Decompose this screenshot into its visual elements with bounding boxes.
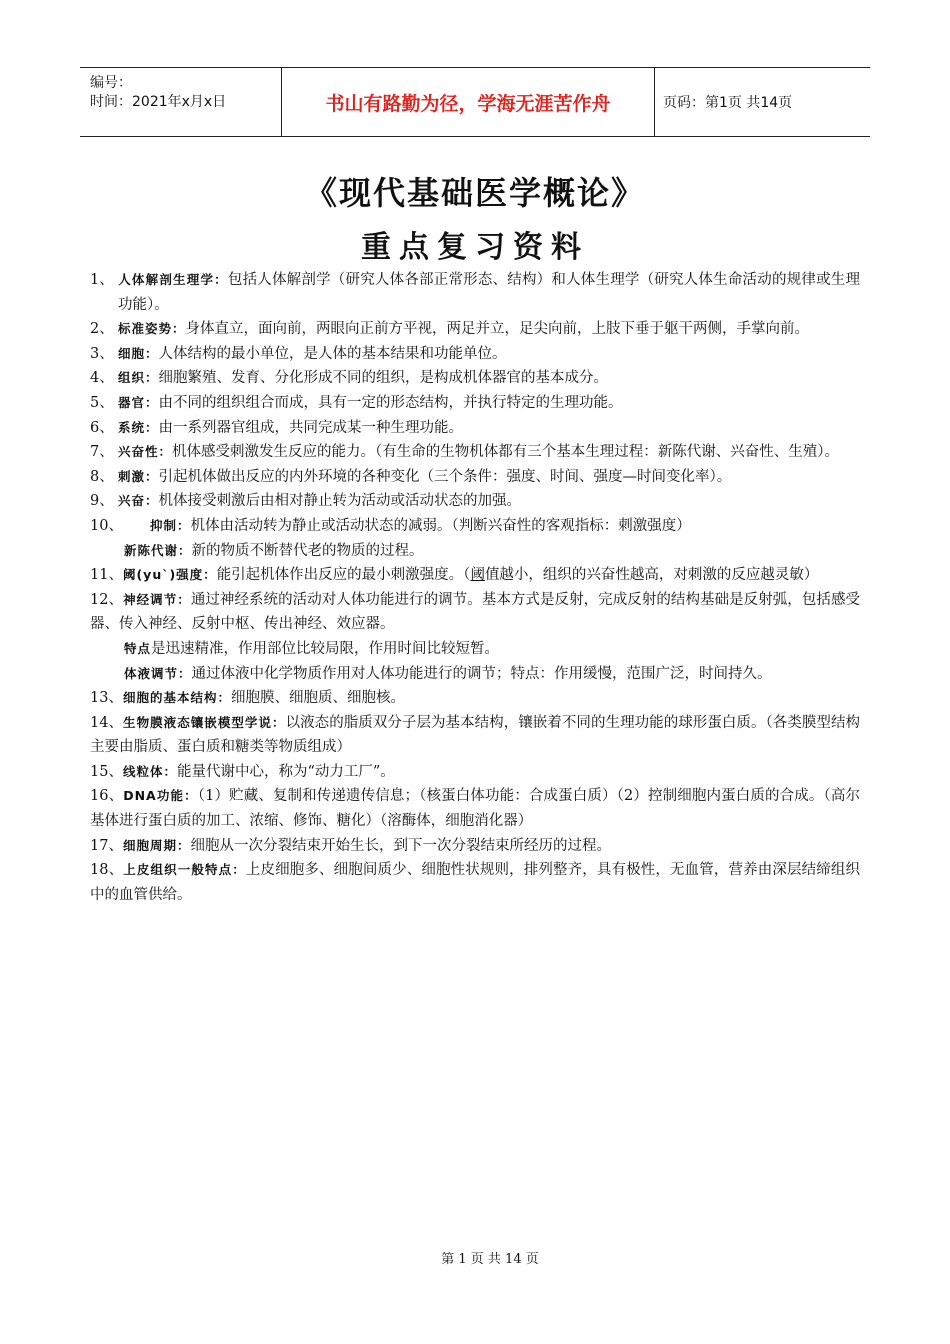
list-item: 11、阈(yu`)强度：能引起机体作出反应的最小刺激强度。（阈值越小，组织的兴奋性越高，对刺激的反应越灵敏）	[90, 567, 819, 584]
list-item: 12、神经调节：通过神经系统的活动对人体功能进行的调节。基本方式是反射，完成反射的结构基础是反射弧，包括感受器、传入神经、反射中枢、传出神经、效应器。	[90, 591, 860, 633]
list-item: 5、 器官：由不同的组织组合而成，具有一定的形态结构，并执行特定的生理功能。	[90, 394, 623, 411]
content-body	[90, 268, 860, 907]
list-item: 14、生物膜液态镶嵌模型学说：以液态的脂质双分子层为基本结构，镶嵌着不同的生理功能的球形蛋白质。（各类膜型结构主要由脂质、蛋白质和糖类等物质组成）	[90, 714, 861, 756]
list-item: 3、 细胞：人体结构的最小单位，是人体的基本结果和功能单位。	[90, 345, 507, 362]
page-footer: 第 1 页 共 14 页	[441, 1252, 539, 1267]
list-item: 9、 兴奋：机体接受刺激后由相对静止转为活动或活动状态的加强。	[90, 493, 522, 510]
list-item: 15、线粒体：能量代谢中心，称为“动力工厂”。	[90, 763, 395, 780]
list-item: 1、 人体解剖生理学：包括人体解剖学（研究人体各部正常形态、结构）和人体生理学（研究人体生命活动的规律或生理功能）。	[90, 272, 860, 313]
document-title: 《现代基础医学概论》	[304, 174, 645, 212]
list-item: 6、 系统：由一系列器官组成，共同完成某一种生理功能。	[90, 419, 464, 436]
list-item: 18、上皮组织一般特点：上皮细胞多、细胞间质少、细胞性状规则，排列整齐，具有极性，无血管，营养由深层结缔组织中的血管供给。	[90, 862, 860, 903]
header-page-info: 页码：第1页 共14页	[663, 95, 793, 111]
list-item: 体液调节：通过体液中化学物质作用对人体功能进行的调节；特点：作用缓慢，范围广泛，时间持久。	[124, 665, 772, 682]
list-item: 16、DNA功能：（1）贮藏、复制和传递遗传信息；（核蛋白体功能：合成蛋白质）（2）控制细胞内蛋白质的合成。（高尔基体进行蛋白质的加工、浓缩、修饰、糖化）（溶酶体，细胞消化器）	[90, 788, 860, 830]
header-motto	[281, 68, 655, 136]
list-item: 特点是迅速精准，作用部位比较局限，作用时间比较短暂。	[124, 640, 500, 657]
list-item: 13、细胞的基本结构：细胞膜、细胞质、细胞核。	[90, 690, 405, 707]
list-item: 新陈代谢：新的物质不断替代老的物质的过程。	[124, 542, 424, 559]
document-header	[80, 67, 870, 137]
document-subtitle: 重点复习资料	[361, 230, 589, 265]
list-item: 2、 标准姿势：身体直立，面向前，两眼向正前方平视，两足并立，足尖向前，上肢下垂于躯干两侧，手掌向前。	[90, 321, 810, 338]
time-label: 时间：2021年x月x日	[90, 94, 227, 110]
list-item: 17、细胞周期：细胞从一次分裂结束开始生长，到下一次分裂结束所经历的过程。	[90, 837, 611, 854]
header-meta	[80, 68, 281, 136]
list-item: 10、 抑制：机体由活动转为静止或活动状态的减弱。（判断兴奋性的客观指标：刺激强度）	[90, 517, 691, 534]
list-item: 4、 组织：细胞繁殖、发育、分化形成不同的组织，是构成机体器官的基本成分。	[90, 370, 609, 387]
list-item: 8、 刺激：引起机体做出反应的内外环境的各种变化（三个条件：强度、时间、强度—时间变化率）。	[90, 468, 732, 485]
code-label: 编号：	[90, 75, 132, 91]
list-item: 7、 兴奋性：机体感受刺激发生反应的能力。（有生命的生物机体都有三个基本生理过程：新陈代谢、兴奋性、生殖）。	[90, 444, 840, 461]
motto-text: 书山有路勤为径，学海无涯苦作舟	[325, 92, 611, 115]
